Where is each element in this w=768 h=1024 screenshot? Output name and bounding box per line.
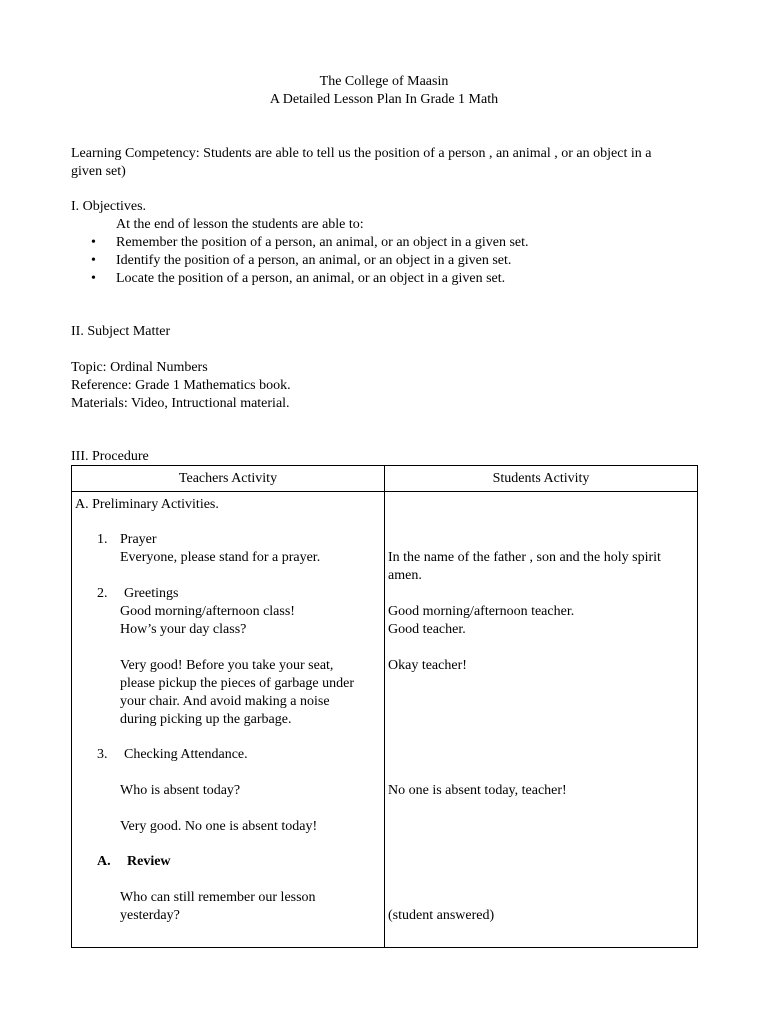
review-title: Review xyxy=(127,854,171,869)
column-header-teacher: Teachers Activity xyxy=(72,466,385,492)
procedure-heading: III. Procedure xyxy=(71,449,149,464)
prayer-teacher-line: Everyone, please stand for a prayer. xyxy=(120,550,321,565)
attendance-title: Checking Attendance. xyxy=(124,747,248,762)
objectives-intro: At the end of lesson the students are able to: xyxy=(116,217,364,232)
bullet-icon: • xyxy=(91,235,96,250)
table-header-row xyxy=(72,466,698,492)
greetings-teacher-line-1: Good morning/afternoon class! xyxy=(120,604,295,619)
greetings-title: Greetings xyxy=(124,586,179,601)
teacher-paragraph-line: during picking up the garbage. xyxy=(120,712,292,727)
attendance-student-answer: No one is absent today, teacher! xyxy=(388,783,567,798)
preliminary-heading: A. Preliminary Activities. xyxy=(75,497,219,512)
teacher-paragraph-line: Very good! Before you take your seat, xyxy=(120,658,334,673)
attendance-question: Who is absent today? xyxy=(120,783,241,798)
reference-line: Reference: Grade 1 Mathematics book. xyxy=(71,378,291,393)
teacher-activity-cell xyxy=(72,492,385,948)
item-number: 2. xyxy=(97,586,108,601)
objective-item: Locate the position of a person, an animal, or an object in a given set. xyxy=(116,271,506,286)
teacher-paragraph-line: please pickup the pieces of garbage under xyxy=(120,676,355,691)
procedure-table xyxy=(71,465,698,948)
materials-line: Materials: Video, Intructional material. xyxy=(71,396,290,411)
review-label: A. xyxy=(97,854,111,869)
column-header-student: Students Activity xyxy=(385,466,698,492)
prayer-student-line-2: amen. xyxy=(388,568,422,583)
greetings-student-line-2: Good teacher. xyxy=(388,622,466,637)
topic-line: Topic: Ordinal Numbers xyxy=(71,360,208,375)
competency-line-1: Learning Competency: Students are able to tell us the position of a person , an animal , or an object in a xyxy=(71,146,652,161)
bullet-icon: • xyxy=(91,253,96,268)
objective-item: Remember the position of a person, an animal, or an object in a given set. xyxy=(116,235,529,250)
competency-line-2: given set) xyxy=(71,164,126,179)
review-question-line-1: Who can still remember our lesson xyxy=(120,890,316,905)
review-question-line-2: yesterday? xyxy=(120,908,180,923)
bullet-icon: • xyxy=(91,271,96,286)
greetings-student-line-1: Good morning/afternoon teacher. xyxy=(388,604,575,619)
student-reply: Okay teacher! xyxy=(388,658,467,673)
teacher-paragraph-line: your chair. And avoid making a noise xyxy=(120,694,330,709)
item-number: 3. xyxy=(97,747,108,762)
objective-item: Identify the position of a person, an animal, or an object in a given set. xyxy=(116,253,512,268)
attendance-teacher-reply: Very good. No one is absent today! xyxy=(120,819,318,834)
review-student-answer: (student answered) xyxy=(388,908,495,923)
objectives-heading: I. Objectives. xyxy=(71,199,147,214)
college-name: The College of Maasin xyxy=(319,74,449,89)
greetings-teacher-line-2: How’s your day class? xyxy=(120,622,247,637)
subject-matter-heading: II. Subject Matter xyxy=(71,324,171,339)
student-activity-cell xyxy=(385,492,698,948)
prayer-student-line-1: In the name of the father , son and the holy spirit xyxy=(388,550,661,565)
table-row xyxy=(72,492,698,948)
document-title: A Detailed Lesson Plan In Grade 1 Math xyxy=(269,92,499,107)
prayer-title: Prayer xyxy=(120,532,157,547)
item-number: 1. xyxy=(97,532,108,547)
